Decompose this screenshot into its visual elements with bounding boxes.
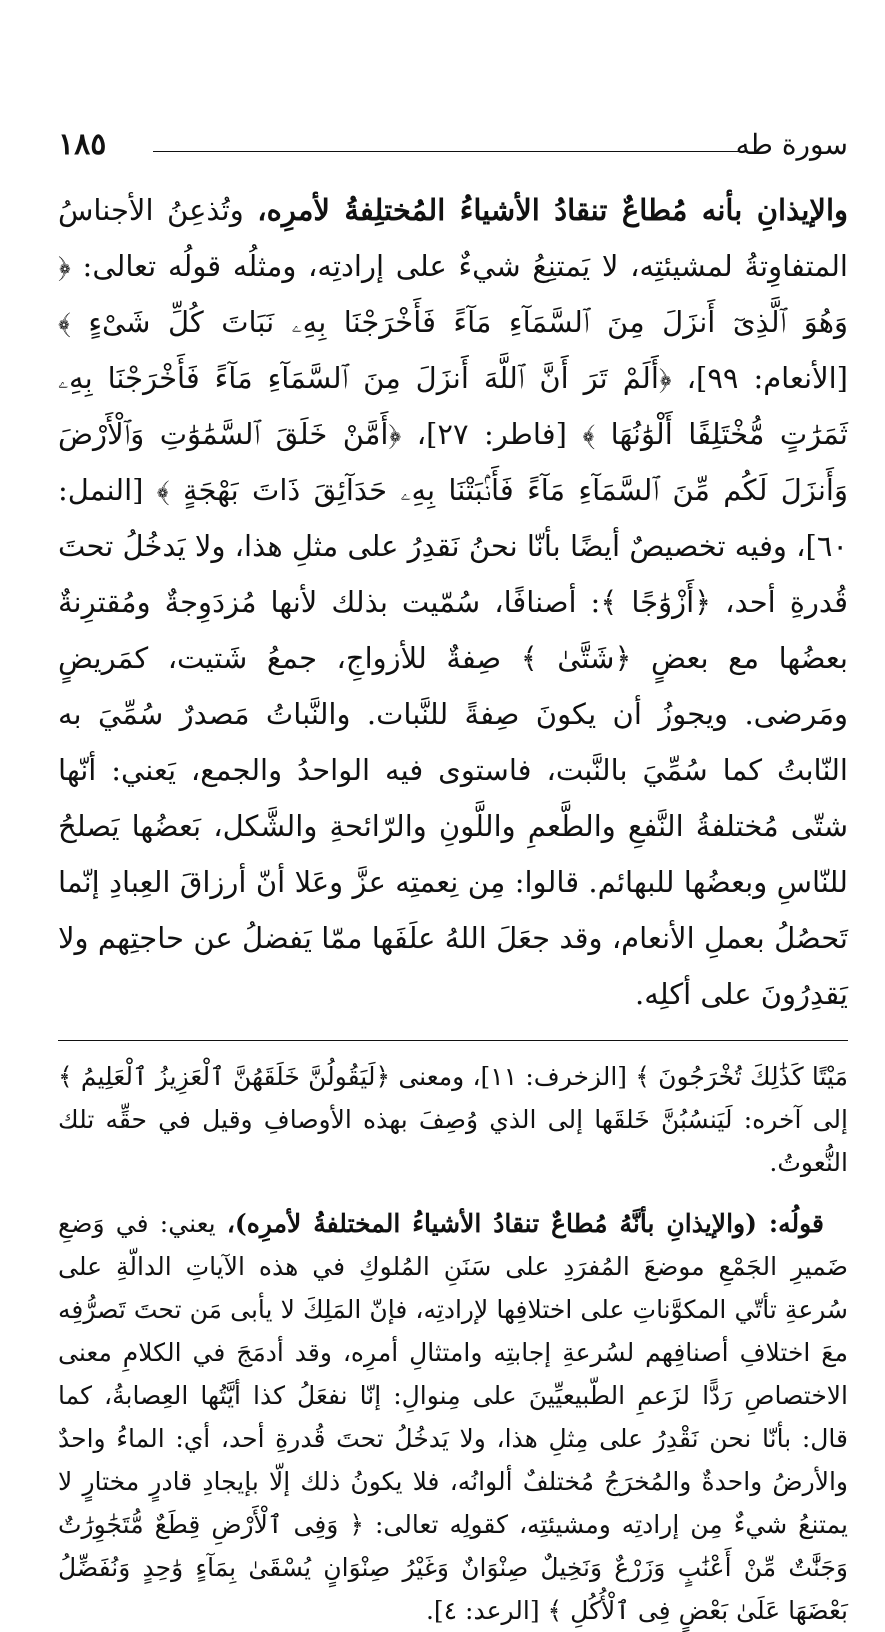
main-paragraph bbox=[58, 182, 848, 1022]
footnote-divider bbox=[58, 1040, 848, 1041]
running-header bbox=[58, 120, 848, 170]
page-number: ١٨٥ bbox=[58, 127, 107, 162]
header-rule bbox=[153, 151, 743, 152]
main-text bbox=[58, 182, 848, 1022]
commentary-body-text: يعني: في وَضعِ ضَميرِ الجَمْعِ موضعَ المُفرَدِ على سَنَنِ المُلوكِ في هذه الآياتِ الدالّةِ على سُرعةِ تأتّي المكوَّناتِ على اختلافِها لإرادتِه، فإنّ المَلِكَ لا يأبى مَن تحتَ تَصرُّفِه معَ اختلافِ أصنافِهم لسُرعةِ إجابتِه وامتثالِ أمرِه، وقد أدمَجَ في الكلامِ معنى الاختصاصِ رَدًّا لزَعمِ الطّبيعيِّينَ على مِنوالِ: إنّا نفعَلُ كذا أيَّتُها العِصابةُ، كما قال: بأنّا نحن نَقْدِرُ على مِثلِ هذا، ولا يَدخُلُ تحتَ قُدرةِ أحد، أي: الماءُ واحدٌ والأرضُ واحدةٌ والمُخرَجُ مُختلفٌ ألوانُه، فلا يكونُ ذلك إلّا بإيجادِ قادرٍ مختارٍ لا يمتنعُ شيءٌ مِن إرادتِه ومشيئتِه، كقولِه تعالى: ﴿ وَفِى ٱلْأَرْضِ قِطَعٌ مُّتَجَٰوِرَٰتٌ وَجَنَّٰتٌ مِّنْ أَعْنَٰبٍ وَزَرْعٌ وَنَخِيلٌ صِنْوَانٌ وَغَيْرُ صِنْوَانٍ يُسْقَىٰ بِمَآءٍ وَٰحِدٍ وَنُفَضِّلُ بَعْضَهَا عَلَىٰ بَعْضٍ فِى ٱلْأُكُلِ ﴾ [الرعد: ٤]. bbox=[58, 1209, 848, 1625]
book-page bbox=[58, 120, 848, 1625]
main-body-text: وتُذعِنُ الأجناسُ المتفاوِتةُ لمشيئتِه، لا يَمتنِعُ شيءٌ على إرادتِه، ومثلُه قولُه تعالى: ﴿ وَهُوَ ٱلَّذِىٓ أَنزَلَ مِنَ ٱلسَّمَآءِ مَآءً فَأَخْرَجْنَا بِهِۦ نَبَاتَ كُلِّ شَىْءٍ ﴾ [الأنعام: ٩٩]، ﴿أَلَمْ تَرَ أَنَّ ٱللَّهَ أَنزَلَ مِنَ ٱلسَّمَآءِ مَآءً فَأَخْرَجْنَا بِهِۦ ثَمَرَٰتٍ مُّخْتَلِفًا أَلْوَٰنُهَا ﴾ [فاطر: ٢٧]، ﴿أَمَّنْ خَلَقَ ٱلسَّمَٰوَٰتِ وَٱلْأَرْضَ وَأَنزَلَ لَكُم مِّنَ ٱلسَّمَآءِ مَآءً فَأَنۢبَتْنَا بِهِۦ حَدَآئِقَ ذَاتَ بَهْجَةٍ ﴾ [النمل: ٦٠]، وفيه تخصيصٌ أيضًا بأنّا نحنُ نَقدِرُ على مثلِ هذا، ولا يَدخُلُ تحتَ قُدرةِ أحد، ﴿أَزْوَٰجًا ﴾: أصنافًا، سُمّيت بذلك لأنها مُزدَوِجةٌ ومُقترِنةٌ بعضُها مع بعضٍ ﴿شَتَّىٰ ﴾ صِفةٌ للأزواجِ، جمعُ شَتيت، كمَريضٍ ومَرضى. ويجوزُ أن يكونَ صِفةً للنَّبات. والنَّباتُ مَصدرٌ سُمِّيَ به النّابتُ كما سُمِّيَ بالنَّبت، فاستوى فيه الواحدُ والجمع، يَعني: أنّها شتّى مُختلفةُ النَّفعِ والطَّعمِ واللَّونِ والرّائحةِ والشَّكل، بَعضُها يَصلحُ للنّاسِ وبعضُها للبهائم. قالوا: مِن نِعمتِه عزَّ وعَلا أنّ أرزاقَ العِبادِ إنّما تَحصُلُ بعملِ الأنعام، وقد جعَلَ اللهُ علَفَها ممّا يَفضلُ عن حاجتِهم ولا يَقدِرُونَ على أكلِه. bbox=[58, 193, 848, 1011]
surah-title: سورة طه bbox=[735, 128, 848, 161]
commentary-text bbox=[58, 1055, 848, 1632]
main-lead-phrase: والإيذانِ بأنه مُطاعٌ تنقادُ الأشياءُ المُختلِفةُ لأمرِه، bbox=[257, 193, 848, 227]
commentary-paragraph bbox=[58, 1202, 848, 1632]
commentary-carryover: مَيْتًا كَذَٰلِكَ تُخْرَجُونَ ﴾ [الزخرف: ١١]، ومعنى ﴿لَيَقُولُنَّ خَلَقَهُنَّ ٱلْعَزِيزُ ٱلْعَلِيمُ ﴾ إلى آخره: لَيَنسُبُنَّ خَلقَها إلى الذي وُصِفَ بهذه الأوصافِ وقيل في حقِّه تلك النُّعوتُ. bbox=[58, 1062, 848, 1177]
commentary-lead-phrase: قولُه: (والإيذانِ بأنَّهُ مُطاعٌ تنقادُ الأشياءُ المختلفةُ لأمرِه)، bbox=[226, 1209, 824, 1238]
